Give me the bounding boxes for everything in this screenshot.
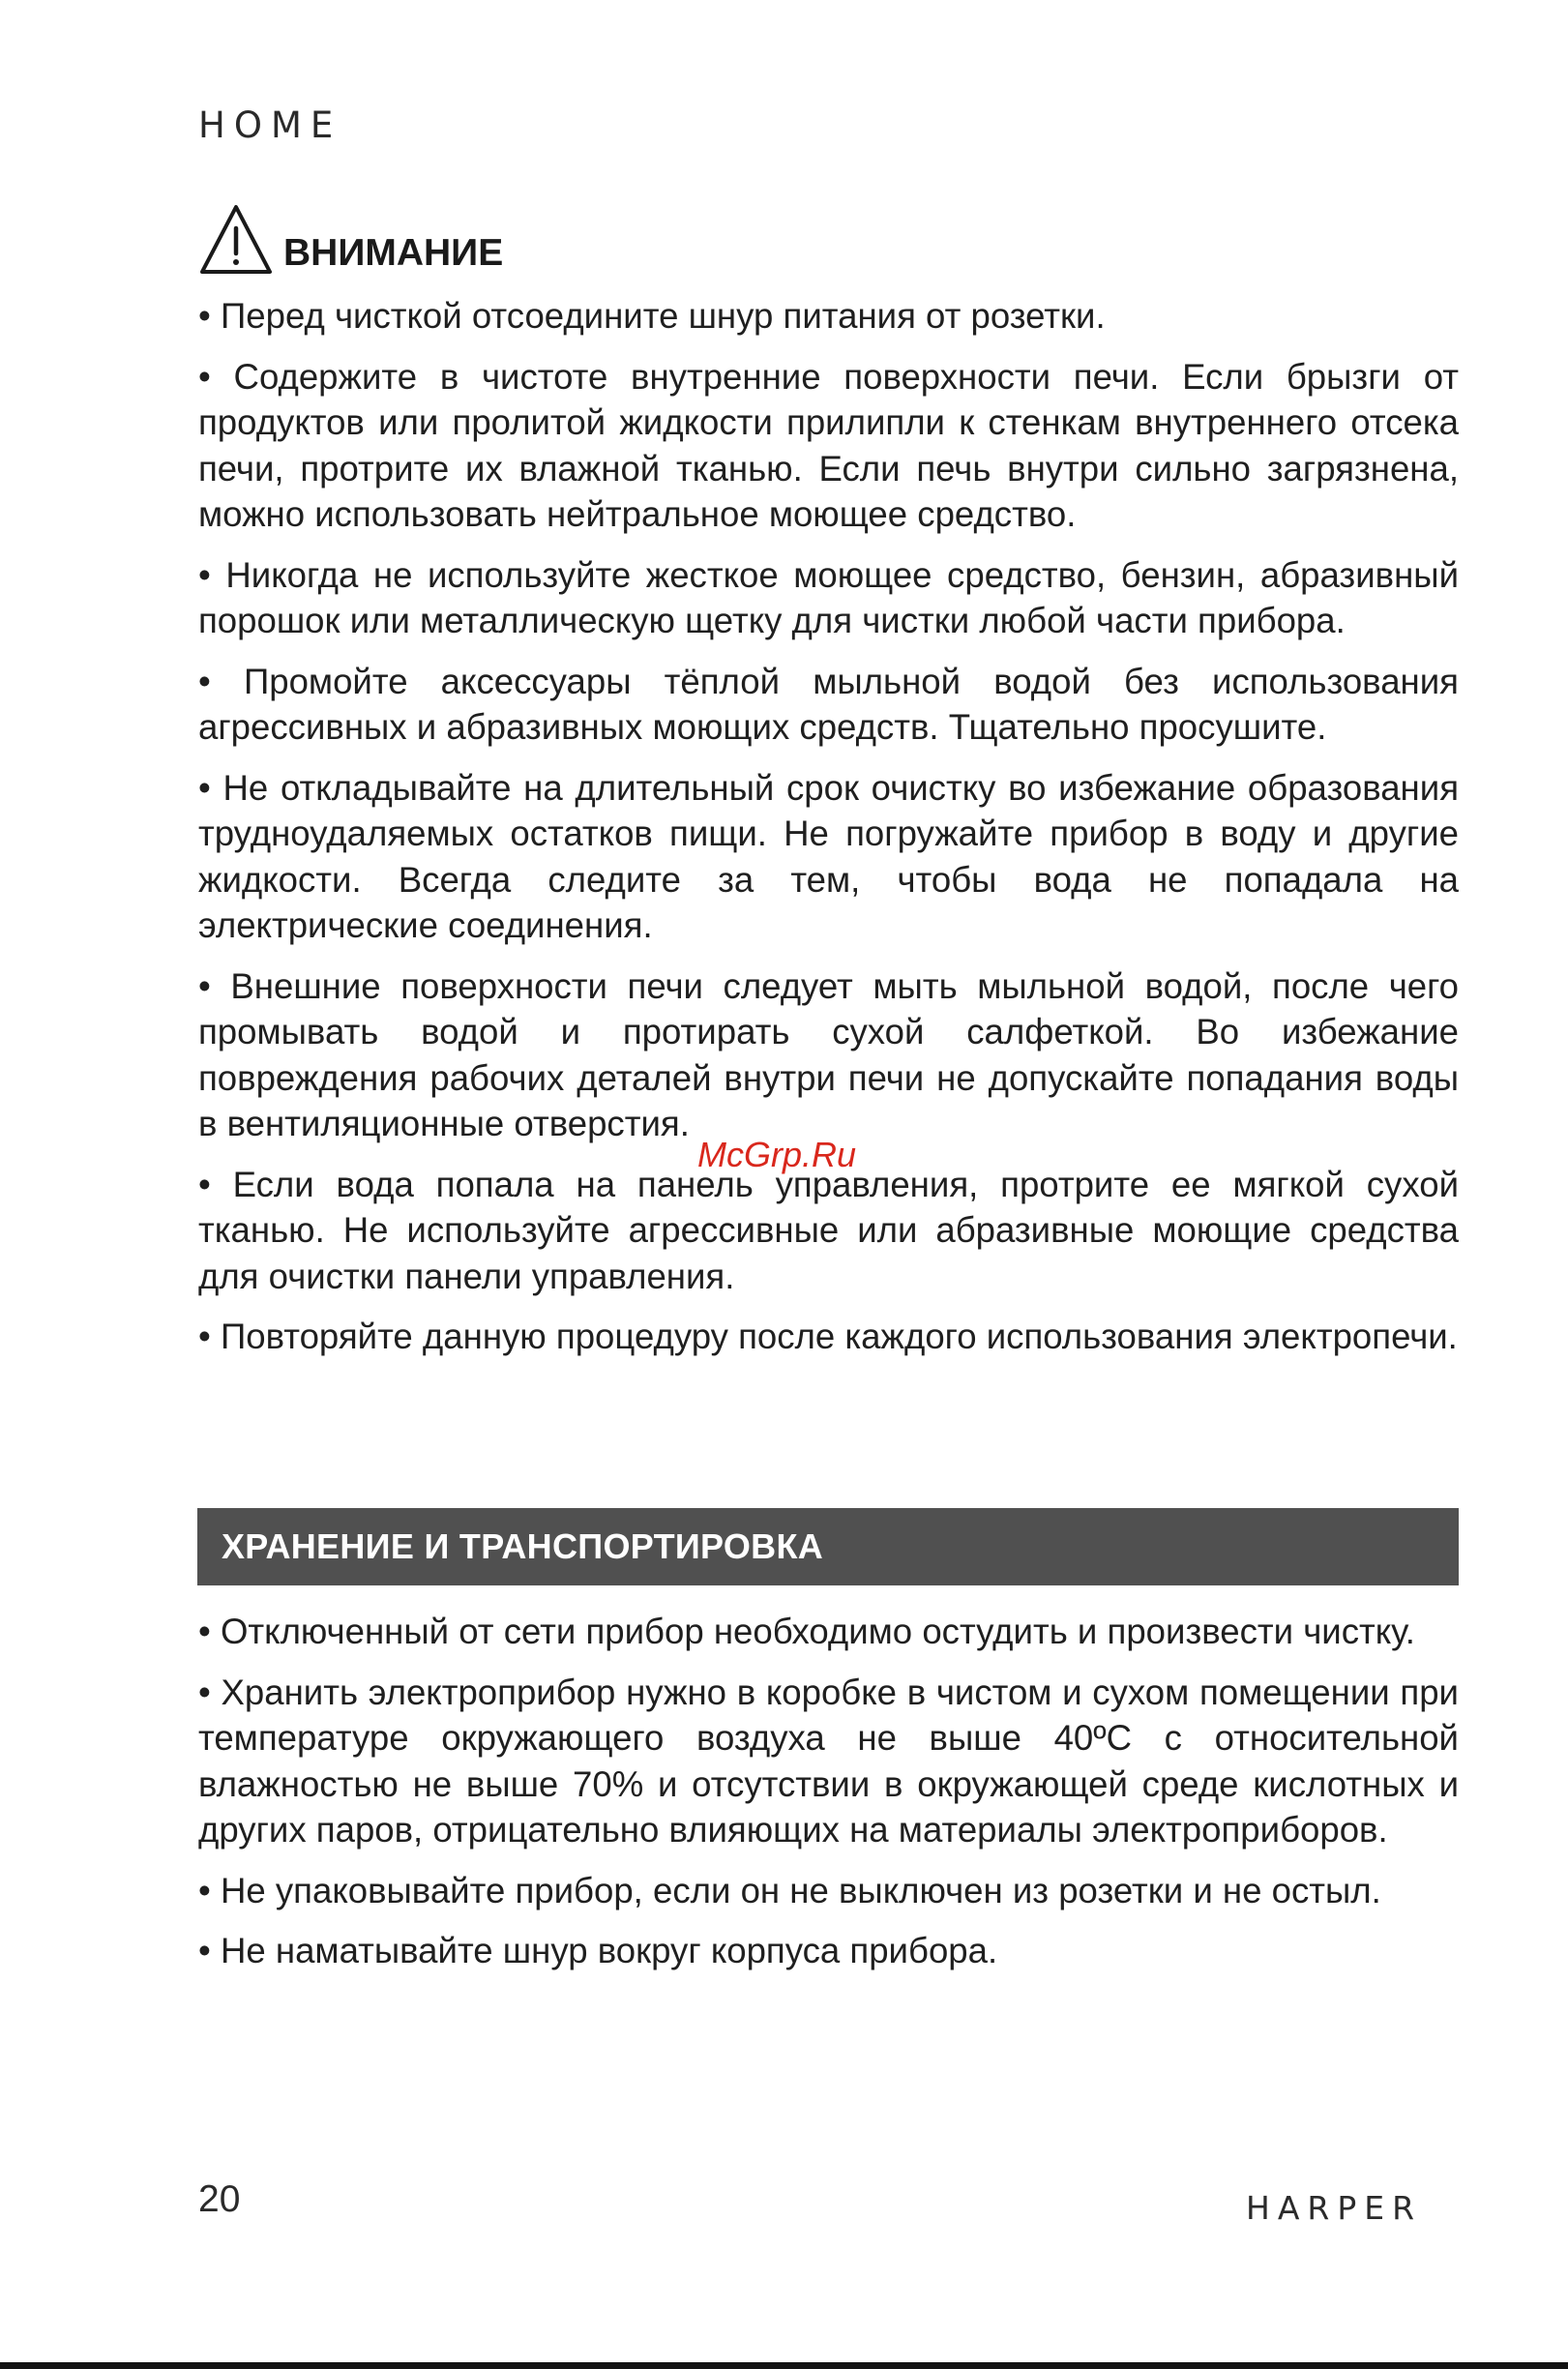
list-item: • Не упаковывайте прибор, если он не выключен из розетки и не остыл. [198, 1870, 1381, 1910]
section-title: ХРАНЕНИЕ И ТРАНСПОРТИРОВКА [222, 1526, 824, 1566]
list-item: • Повторяйте данную процедуру после каждого использования электропечи. [198, 1317, 1458, 1356]
warning-list [198, 293, 1459, 1375]
list-item: • Хранить электроприбор нужно в коробке в чистом и сухом помещении при температуре окружающего воздуха не выше 40ºС с относительной влажностью не выше 70% и отсутствии в окружающей среде кислотных и других паров, отрицательно влияющих на материалы электроприборов. [198, 1672, 1459, 1850]
home-logo: HOME [198, 104, 342, 146]
page-number: 20 [198, 2178, 241, 2220]
list-item: • Не наматывайте шнур вокруг корпуса прибора. [198, 1931, 998, 1970]
warning-triangle-icon [198, 202, 274, 278]
list-item: • Никогда не используйте жесткое моющее средство, бензин, абразивный порошок или металлическую щетку для чистки любой части прибора. [198, 554, 1459, 640]
warning-title: ВНИМАНИЕ [283, 232, 504, 274]
list-item: • Внешние поверхности печи следует мыть мыльной водой, после чего промывать водой и протирать сухой салфеткой. Во избежание повреждения рабочих деталей внутри печи не допускайте попадания воды в вентиляционные отверстия. [198, 965, 1459, 1143]
watermark: McGrp.Ru [697, 1135, 857, 1174]
harper-logo: HARPER [1246, 2189, 1422, 2227]
warning-header [198, 196, 503, 278]
section-header [197, 1508, 1459, 1585]
list-item: • Отключенный от сети прибор необходимо остудить и произвести чистку. [198, 1612, 1415, 1651]
list-item: • Не откладывайте на длительный срок очистку во избежание образования трудноудаляемых остатков пищи. Не погружайте прибор в воду и другие жидкости. Всегда следите за тем, чтобы вода не попадала на электрические соединения. [198, 767, 1459, 945]
list-item: • Если вода попала на панель управления, протрите ее мягкой сухой тканью. Не используйте агрессивные или абразивные моющие средства для очистки панели управления. [198, 1164, 1459, 1296]
storage-list [198, 1609, 1459, 1989]
list-item: • Перед чисткой отсоедините шнур питания от розетки. [198, 296, 1106, 336]
list-item: • Промойте аксессуары тёплой мыльной водой без использования агрессивных и абразивных моющих средств. Тщательно просушите. [198, 661, 1459, 747]
bottom-edge-line [0, 2362, 1568, 2369]
list-item: • Содержите в чистоте внутренние поверхности печи. Если брызги от продуктов или пролитой жидкости прилипли к стенкам внутреннего отсека печи, протрите их влажной тканью. Если печь внутри сильно загрязнена, можно использовать нейтральное моющее средство. [198, 356, 1459, 534]
